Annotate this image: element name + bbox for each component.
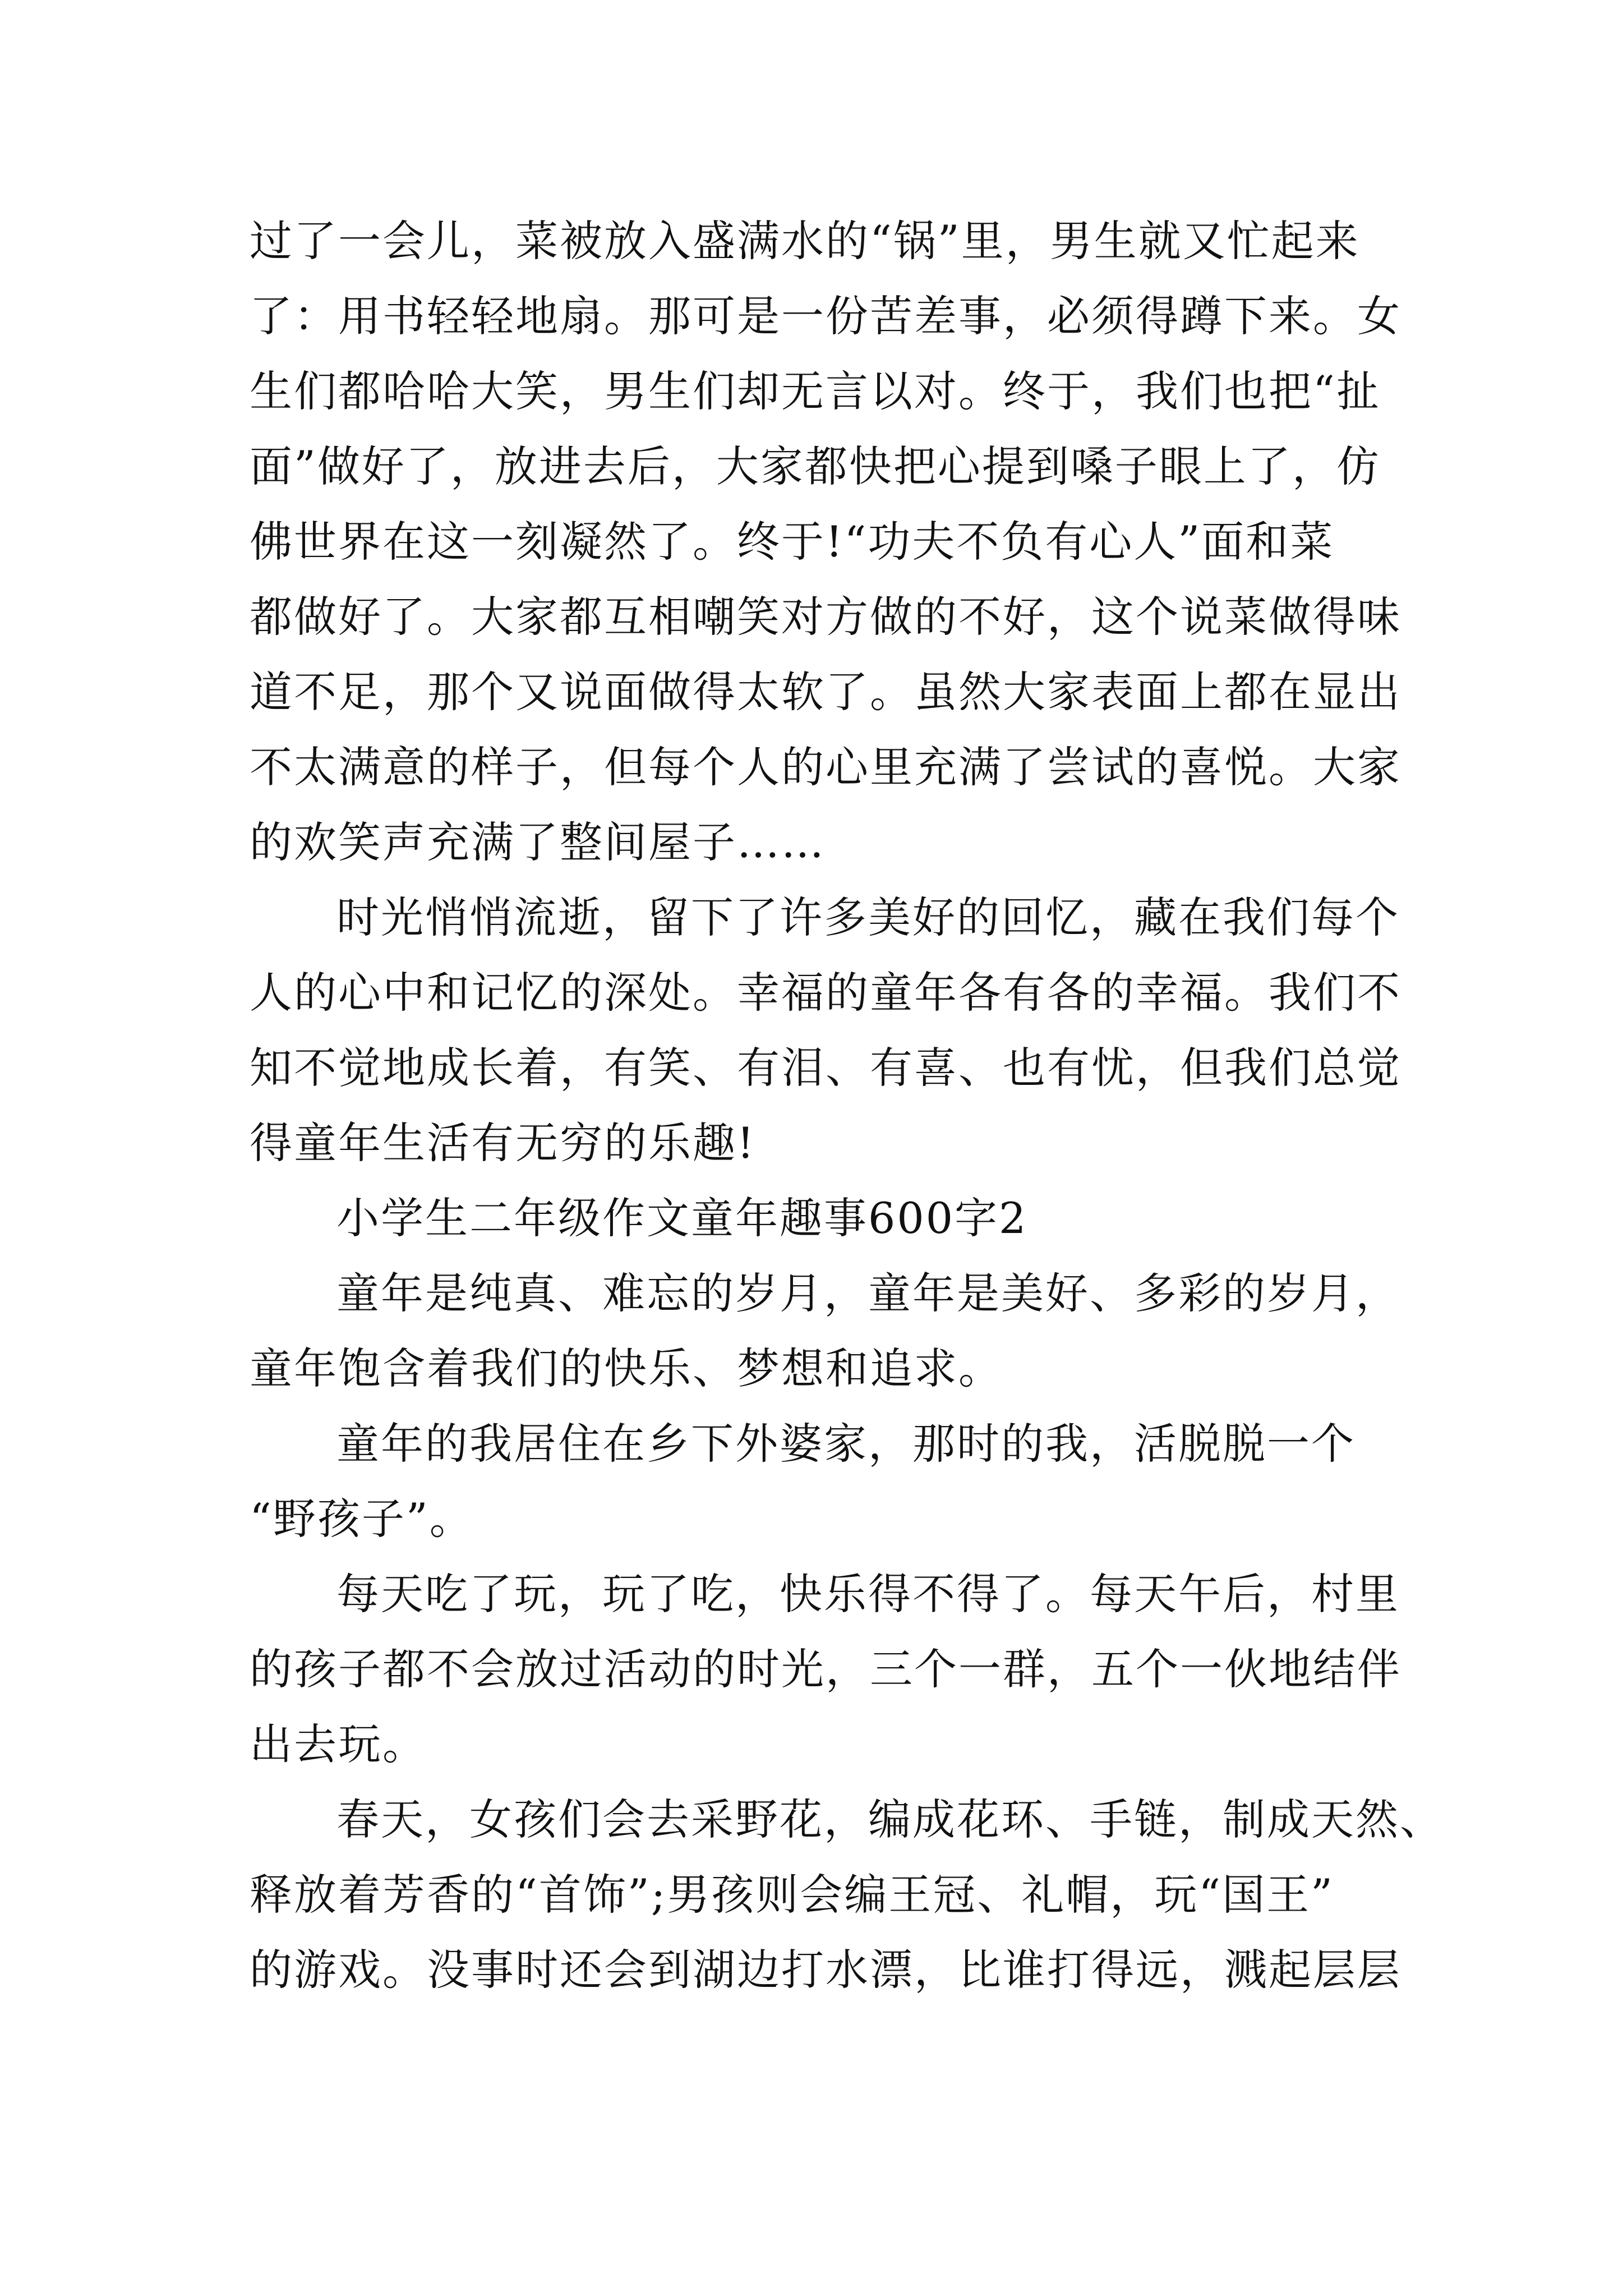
text-line: 面”做好了，放进去后，大家都快把心提到嗓子眼上了，仿 — [250, 441, 1381, 491]
text-line: 得童年生活有无穷的乐趣! — [250, 1118, 756, 1168]
paragraph-start-line: 时光悄悄流逝，留下了许多美好的回忆，藏在我们每个 — [336, 892, 1400, 942]
text-line: 都做好了。大家都互相嘲笑对方做的不好，这个说菜做得味 — [250, 592, 1401, 642]
text-line: 了：用书轻轻地扇。那可是一份苦差事，必须得蹲下来。女 — [250, 291, 1401, 341]
paragraph-start-line: 童年是纯真、难忘的岁月，童年是美好、多彩的岁月， — [336, 1268, 1400, 1318]
text-line: 生们都哈哈大笑，男生们却无言以对。终于，我们也把“扯 — [250, 366, 1381, 416]
text-line: “野孩子”。 — [250, 1494, 474, 1544]
paragraph-start-line: 每天吃了玩，玩了吃，快乐得不得了。每天午后，村里 — [336, 1569, 1400, 1619]
text-line: 的孩子都不会放过活动的时光，三个一群，五个一伙地结伴 — [250, 1644, 1401, 1694]
paragraph-start-line: 春天，女孩们会去采野花，编成花环、手链，制成天然、 — [336, 1795, 1444, 1844]
text-line: 不太满意的样子，但每个人的心里充满了尝试的喜悦。大家 — [250, 742, 1401, 792]
section-heading: 小学生二年级作文童年趣事600字2 — [336, 1193, 1028, 1243]
text-line: 道不足，那个又说面做得太软了。虽然大家表面上都在显出 — [250, 667, 1401, 717]
text-line: 出去玩。 — [250, 1719, 427, 1769]
text-line: 过了一会儿，菜被放入盛满水的“锅”里，男生就又忙起来 — [250, 216, 1360, 266]
text-line: 人的心中和记忆的深处。幸福的童年各有各的幸福。我们不 — [250, 968, 1401, 1018]
paragraph-start-line: 童年的我居住在乡下外婆家，那时的我，活脱脱一个 — [336, 1419, 1355, 1469]
text-line: 佛世界在这一刻凝然了。终于!“功夫不负有心人”面和菜 — [250, 517, 1335, 567]
text-line: 释放着芳香的“首饰”;男孩则会编王冠、礼帽，玩“国王” — [250, 1870, 1335, 1920]
text-line: 的游戏。没事时还会到湖边打水漂，比谁打得远，溅起层层 — [250, 1945, 1401, 1995]
text-line: 知不觉地成长着，有笑、有泪、有喜、也有忧，但我们总觉 — [250, 1043, 1401, 1093]
text-line: 的欢笑声充满了整间屋子…… — [250, 817, 826, 867]
text-line: 童年饱含着我们的快乐、梦想和追求。 — [250, 1343, 1003, 1393]
